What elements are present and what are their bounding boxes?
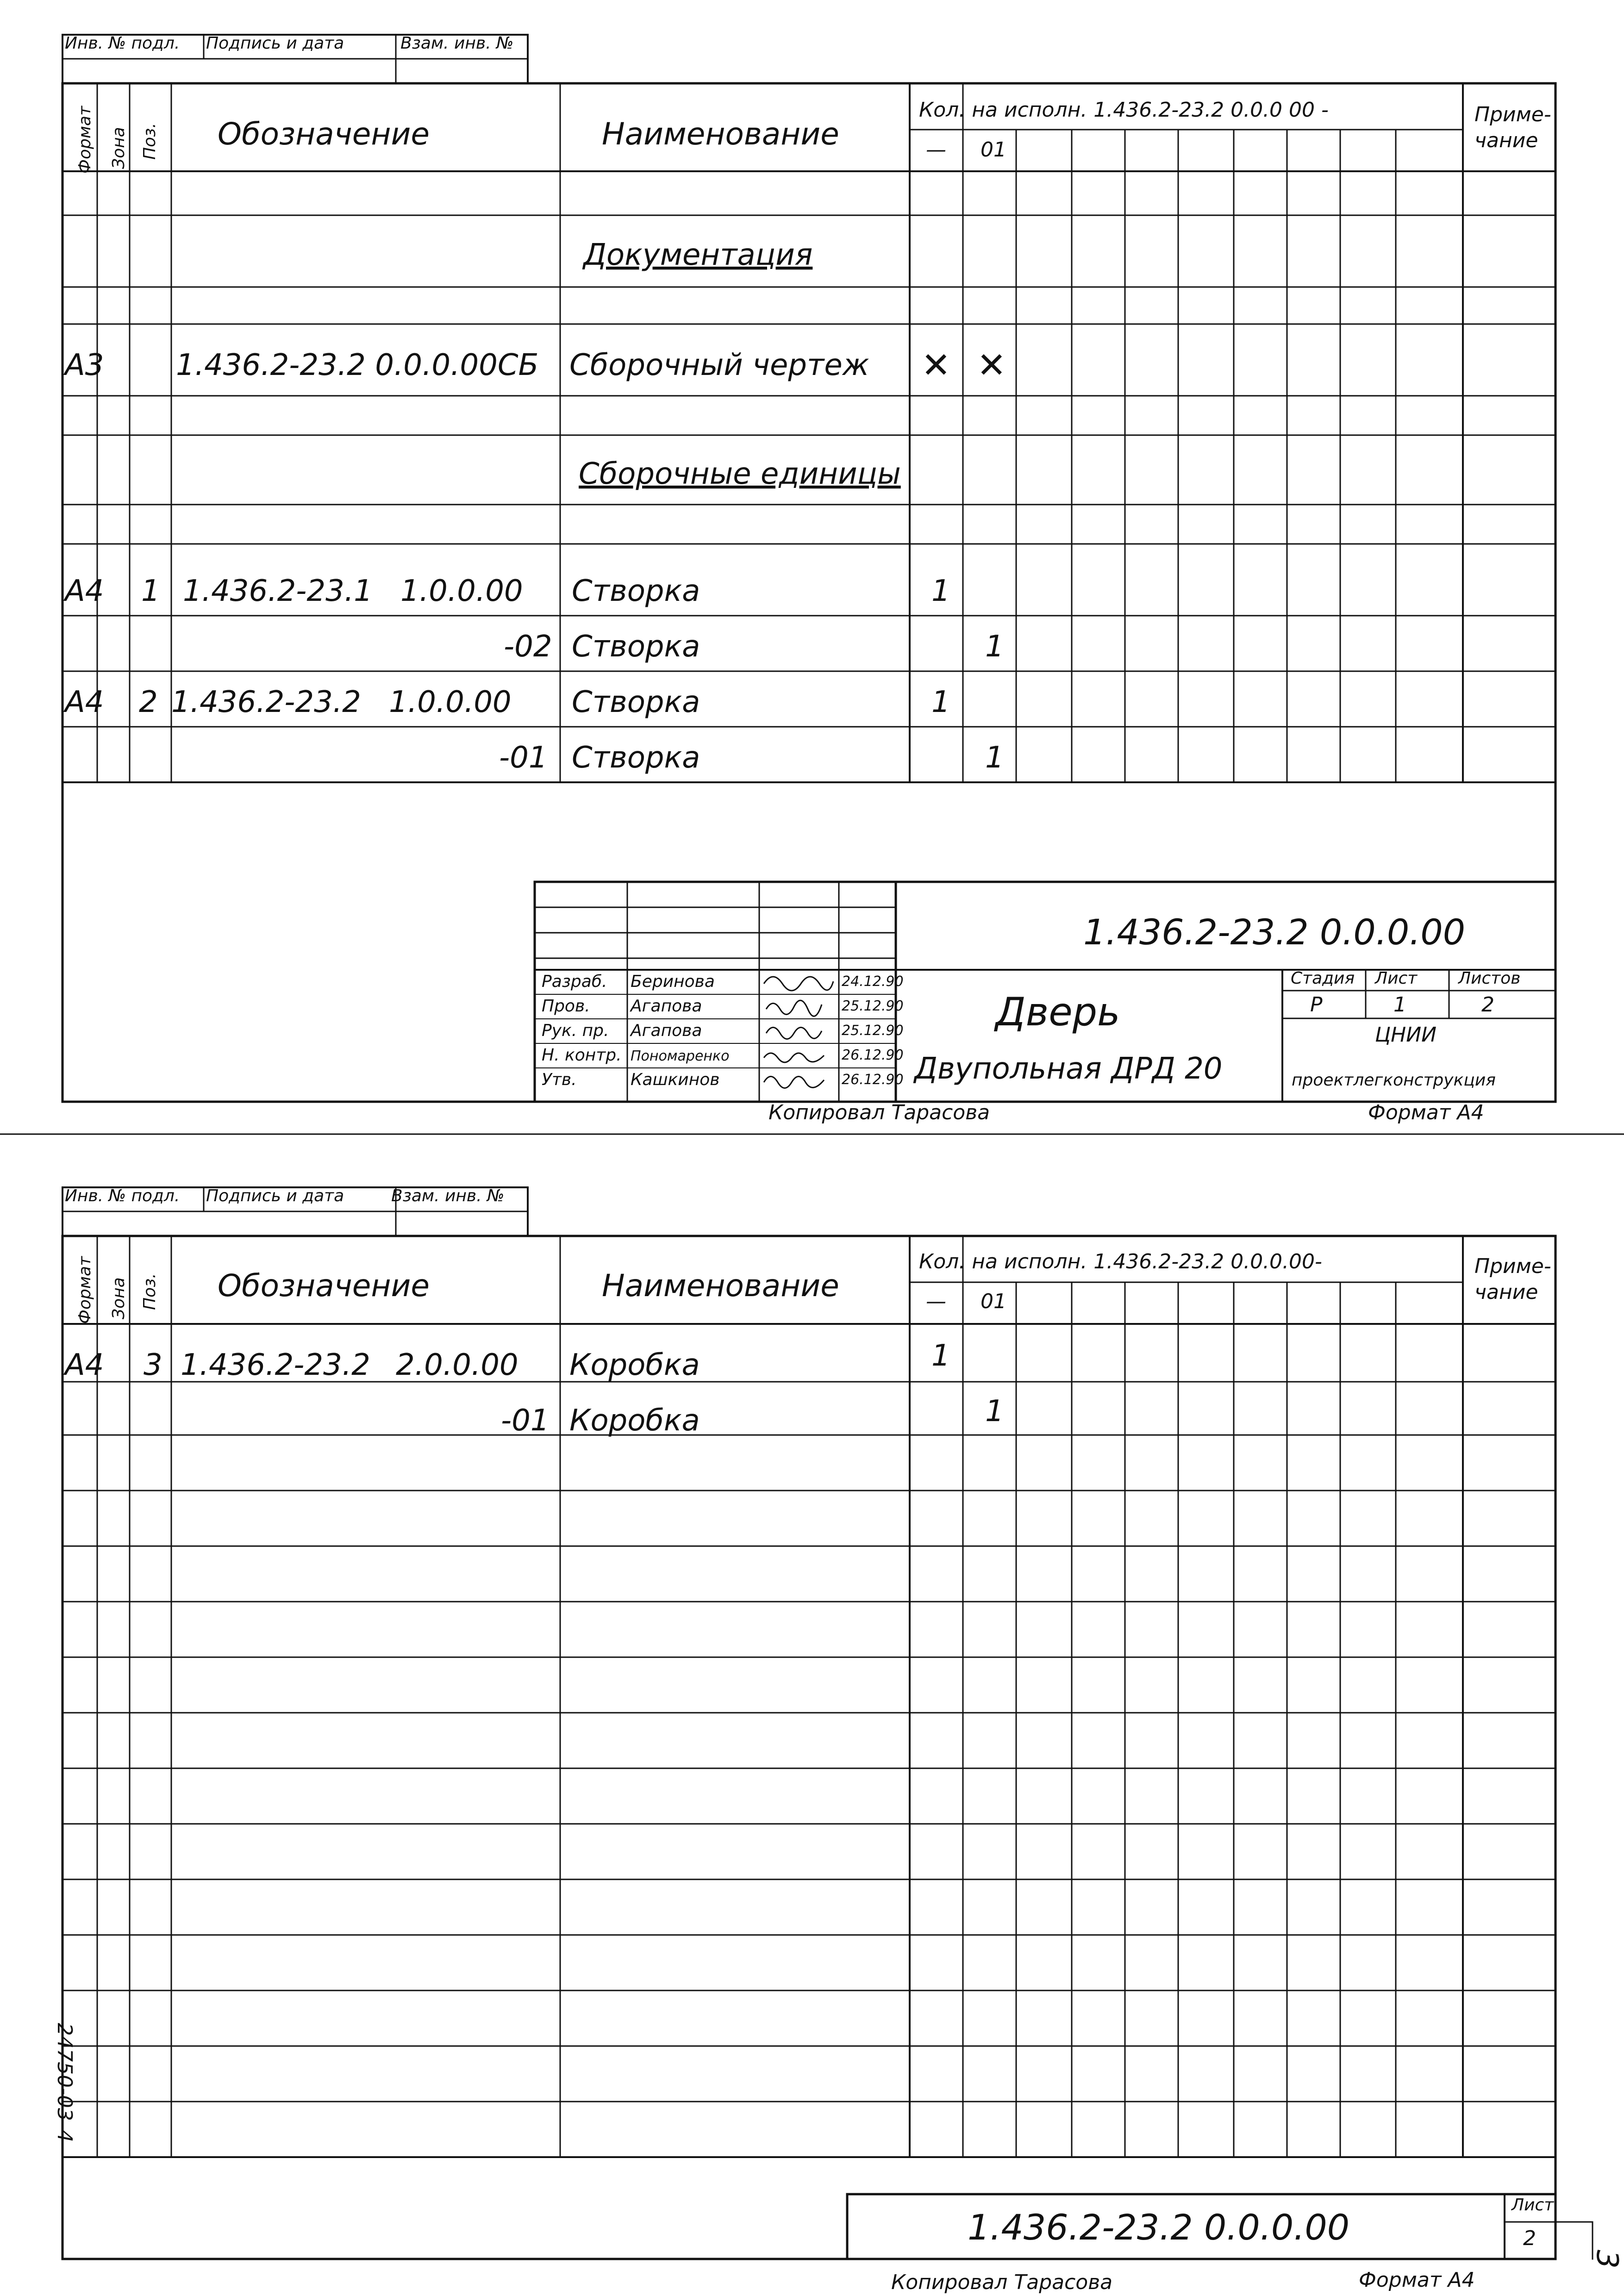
sheet-label: Лист [1512, 2196, 1554, 2215]
name-developer: Беринова [631, 972, 715, 991]
header-designation: Обозначение [218, 116, 430, 152]
org-name-2: проектлегконструкция [1292, 1071, 1496, 1090]
header-designation: Обозначение [218, 1268, 430, 1304]
signature-marks [764, 977, 833, 1088]
row-qty-1: ✕ [921, 344, 951, 386]
sheets-value: 2 [1481, 993, 1494, 1017]
header-variant-2: 01 [981, 1290, 1006, 1313]
product-title: Дверь [995, 989, 1120, 1035]
role-approved: Утв. [542, 1070, 577, 1089]
name-lead: Агапова [631, 1021, 702, 1040]
name-approved: Кашкинов [631, 1070, 720, 1089]
row-designation: 1.436.2-23.2 0.0.0.00СБ [176, 348, 539, 382]
header-note: Приме-чание [1474, 103, 1551, 152]
product-subtitle: Двупольная ДРД 20 [914, 1052, 1223, 1086]
row-name: Коробка [569, 1348, 700, 1382]
row-section-documentation: Документация [583, 238, 813, 272]
copied-by: Копировал Тарасова [891, 2271, 1113, 2294]
row-name: Створка [572, 574, 700, 608]
row-designation: 1.436.2-23.2 [171, 685, 361, 719]
stamp-inv-orig: Инв. № подл. [65, 34, 180, 53]
row-format: А4 [65, 1348, 104, 1382]
side-page-number: 4 [53, 2129, 76, 2142]
header-variant-1: — [926, 138, 946, 162]
sheet-label: Лист [1375, 969, 1418, 988]
header-name: Наименование [602, 116, 839, 152]
header-qty-caption: Кол. на исполн. 1.436.2-23.2 0.0.0 00 - [919, 98, 1329, 122]
header-zone: Зона [109, 127, 128, 169]
date-norm-control: 26.12.90 [842, 1047, 904, 1063]
name-norm-control: Пономаренко [631, 1048, 730, 1064]
stamp-sign-date: Подпись и дата [206, 1186, 344, 1205]
row-format: А4 [65, 685, 104, 719]
date-approved: 26.12.90 [842, 1072, 904, 1088]
row-pos: 1 [141, 574, 160, 608]
stage-value: Р [1310, 993, 1323, 1017]
row-designation-suffix: 1.0.0.00 [389, 685, 512, 719]
row-section-assembly-units: Сборочные единицы [579, 457, 901, 491]
row-designation-suffix: 2.0.0.00 [396, 1348, 518, 1382]
stage-label: Стадия [1291, 969, 1355, 988]
row-designation-suffix: -01 [499, 741, 548, 775]
row-name: Створка [572, 630, 700, 664]
sheet-value: 2 [1523, 2227, 1536, 2250]
row-designation-suffix: 1.0.0.00 [400, 574, 523, 608]
row-designation: 1.436.2-23.2 [181, 1348, 370, 1382]
row-name: Створка [572, 741, 700, 775]
row-name: Сборочный чертеж [569, 348, 869, 382]
title-doc-number: 1.436.2-23.2 0.0.0.00 [1083, 911, 1466, 953]
header-name: Наименование [602, 1268, 839, 1304]
date-lead: 25.12.90 [842, 1023, 904, 1039]
row-qty-1: 1 [931, 1339, 950, 1373]
header-zone: Зона [109, 1277, 128, 1319]
format-label: Формат А4 [1359, 2268, 1475, 2292]
row-pos: 2 [139, 685, 158, 719]
sheet-2 [53, 1186, 1624, 2294]
org-name: ЦНИИ [1375, 1023, 1437, 1047]
row-designation: 1.436.2-23.1 [183, 574, 373, 608]
stamp-replace-inv: Взам. инв. № [400, 34, 514, 53]
row-format: А3 [65, 348, 104, 382]
row-designation-suffix: -02 [504, 630, 552, 664]
row-qty-1: 1 [931, 685, 950, 719]
row-qty-1: 1 [931, 574, 950, 608]
header-variant-1: — [926, 1290, 946, 1313]
header-note: Приме-чание [1474, 1254, 1551, 1304]
header-qty-caption: Кол. на исполн. 1.436.2-23.2 0.0.0.00- [919, 1250, 1322, 1273]
sheet-1 [63, 34, 1551, 1124]
header-format: Формат [75, 106, 94, 174]
role-norm-control: Н. контр. [542, 1046, 622, 1065]
doc-number: 1.436.2-23.2 0.0.0.00 [968, 2207, 1350, 2248]
stamp-sign-date: Подпись и дата [206, 34, 344, 53]
side-archive-number: 24750-03 [53, 2023, 76, 2121]
row-qty-2: 1 [985, 741, 1004, 775]
stamp-replace-inv: Взам. инв. № [391, 1186, 505, 1205]
row-designation-suffix: -01 [501, 1404, 550, 1438]
row-qty-2: 1 [985, 630, 1004, 664]
header-pos: Поз. [140, 123, 159, 160]
name-checker: Агапова [631, 997, 702, 1016]
copied-by: Копировал Тарасова [768, 1101, 990, 1124]
row-format: А4 [65, 574, 104, 608]
header-format: Формат [75, 1256, 94, 1324]
row-pos: 3 [144, 1348, 162, 1382]
row-qty-2: 1 [985, 1394, 1004, 1429]
role-checker: Пров. [542, 997, 590, 1016]
format-label: Формат А4 [1368, 1101, 1484, 1124]
sheet-value: 1 [1393, 993, 1406, 1017]
role-lead: Рук. пр. [542, 1021, 609, 1040]
date-checker: 25.12.90 [842, 998, 904, 1014]
header-pos: Поз. [140, 1273, 159, 1310]
row-name: Коробка [569, 1404, 700, 1438]
row-qty-2: ✕ [977, 344, 1006, 386]
date-developer: 24.12.90 [842, 973, 904, 990]
row-name: Створка [572, 685, 700, 719]
sheets-label: Листов [1458, 969, 1521, 988]
header-variant-2: 01 [981, 138, 1006, 162]
role-developer: Разраб. [542, 972, 607, 991]
corner-page-number: 3 [1590, 2250, 1624, 2269]
stamp-inv-orig: Инв. № подл. [65, 1186, 180, 1205]
